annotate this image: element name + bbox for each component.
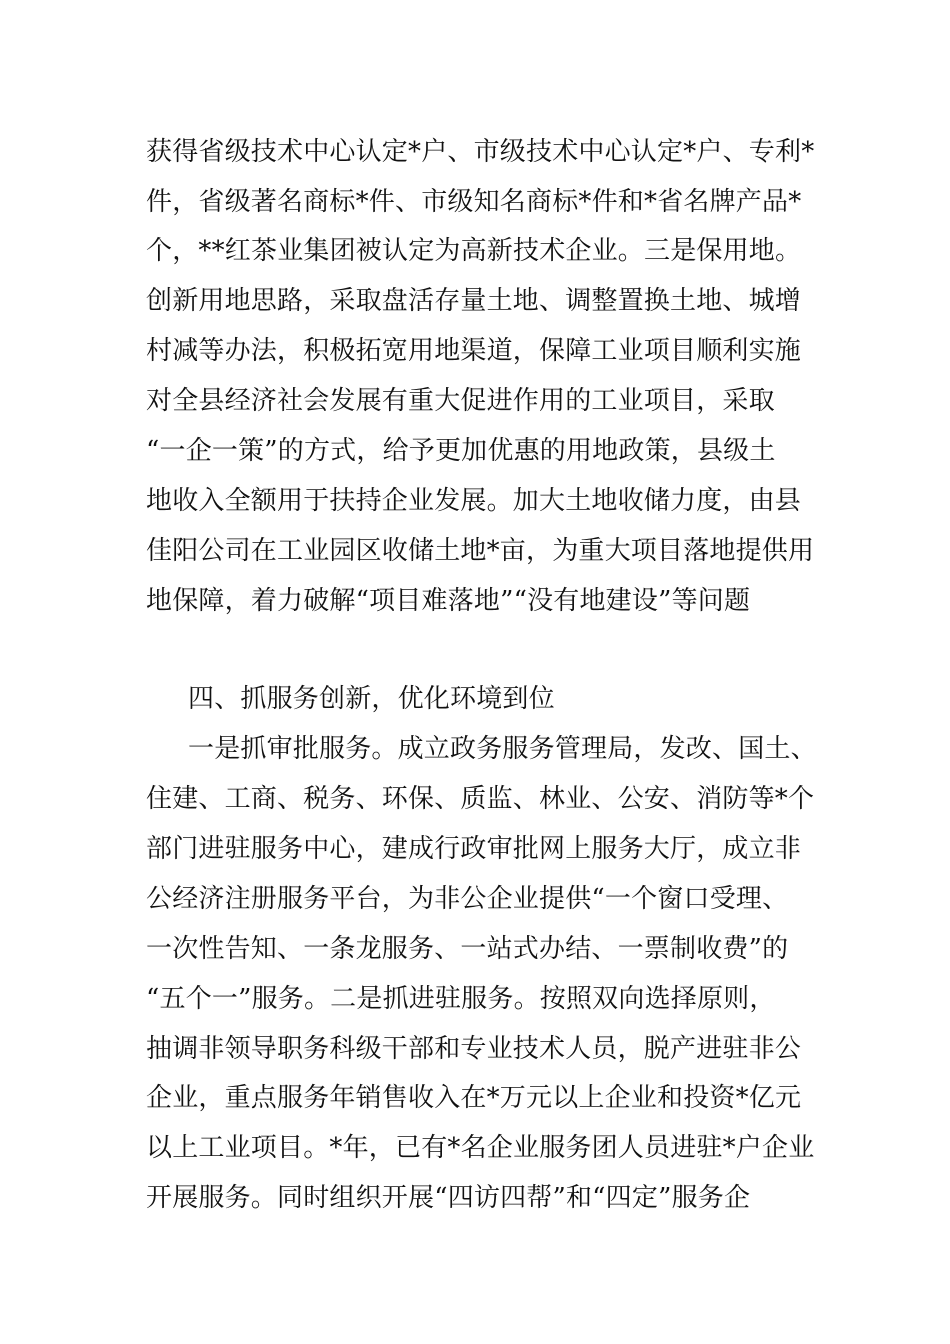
text-line: 件，省级著名商标*件、市级知名商标*件和*省名牌产品* bbox=[146, 187, 802, 217]
text-line: 村减等办法，积极拓宽用地渠道，保障工业项目顺利实施 bbox=[146, 336, 802, 366]
text-line: 佳阳公司在工业园区收储土地*亩，为重大项目落地提供用 bbox=[146, 536, 815, 566]
text-line: 地保障，着力破解“项目难落地”“没有地建设”等问题 bbox=[146, 586, 751, 616]
text-line: 对全县经济社会发展有重大促进作用的工业项目，采取 bbox=[146, 386, 775, 416]
text-line: 抽调非领导职务科级干部和专业技术人员，脱产进驻非公 bbox=[146, 1034, 802, 1064]
text-line: 一次性告知、一条龙服务、一站式办结、一票制收费”的 bbox=[146, 934, 789, 964]
text-line: 企业，重点服务年销售收入在*万元以上企业和投资*亿元 bbox=[146, 1083, 802, 1113]
text-line: 创新用地思路，采取盘活存量土地、调整置换土地、城增 bbox=[146, 286, 802, 316]
text-line: 开展服务。同时组织开展“四访四帮”和“四定”服务企 bbox=[146, 1183, 751, 1213]
text-line: “一企一策”的方式，给予更加优惠的用地政策，县级土 bbox=[146, 436, 776, 466]
text-line: 一是抓审批服务。成立政务服务管理局，发改、国土、 bbox=[188, 734, 817, 764]
text-line: “五个一”服务。二是抓进驻服务。按照双向选择原则， bbox=[146, 984, 776, 1014]
text-line: 公经济注册服务平台，为非公企业提供“一个窗口受理、 bbox=[146, 884, 789, 914]
section-heading: 四、抓服务创新，优化环境到位 bbox=[188, 684, 555, 714]
text-line: 部门进驻服务中心，建成行政审批网上服务大厅，成立非 bbox=[146, 834, 802, 864]
text-line: 住建、工商、税务、环保、质监、林业、公安、消防等*个 bbox=[146, 784, 815, 814]
text-line: 地收入全额用于扶持企业发展。加大土地收储力度，由县 bbox=[146, 486, 802, 516]
text-line: 以上工业项目。*年，已有*名企业服务团人员进驻*户企业 bbox=[146, 1133, 815, 1163]
text-line: 个，**红茶业集团被认定为高新技术企业。三是保用地。 bbox=[146, 236, 802, 266]
text-line: 获得省级技术中心认定*户、市级技术中心认定*户、专利* bbox=[146, 137, 815, 167]
